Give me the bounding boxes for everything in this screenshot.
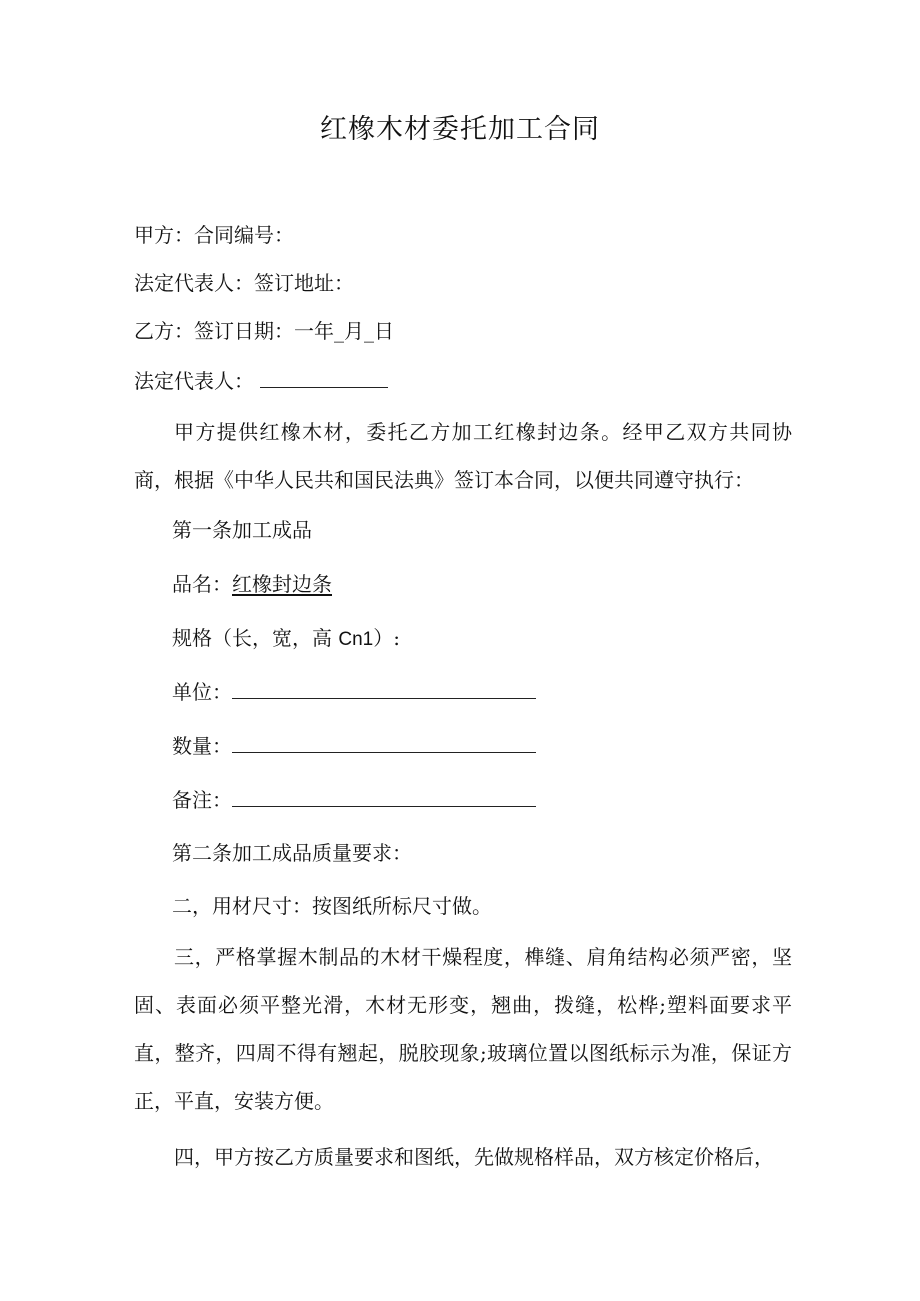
spec-line — [172, 624, 400, 654]
remark-label: 备注： — [172, 788, 232, 812]
spec-unit: Cn1 — [338, 629, 374, 650]
quantity-line — [172, 732, 536, 760]
remark-line — [172, 786, 536, 814]
product-name-label: 品名： — [172, 572, 232, 596]
product-name-value: 红橡封边条 — [232, 572, 332, 596]
legal-rep-blank — [260, 369, 388, 388]
intro-paragraph: 甲方提供红橡木材，委托乙方加工红橡封边条。经甲乙双方共同协商，根据《中华人民共和国民法典》签订本合同，以便共同遵守执行： — [134, 420, 792, 492]
article2-item3: 三，严格掌握木制品的木材干燥程度，榫缝、肩角结构必须严密，坚固、表面必须平整光滑，木材无形变，翘曲，拨缝，松桦;塑料面要求平直，整齐，四周不得有翘起，脱胶现象;玻璃位置以图纸标示为准，保证方正，平直，安装方便。 — [134, 945, 792, 1113]
unit-label: 单位： — [172, 680, 232, 704]
product-name-line — [172, 570, 332, 598]
document-title: 红橡木材委托加工合同 — [320, 114, 600, 145]
quantity-label: 数量： — [172, 734, 232, 758]
legal-rep-address-line: 法定代表人：签订地址： — [134, 271, 354, 295]
article2-item2: 二，用材尺寸：按图纸所标尺寸做。 — [172, 894, 492, 918]
remark-blank — [232, 788, 536, 807]
legal-rep-line — [134, 367, 388, 395]
unit-line — [172, 678, 536, 706]
article2-item4: 四，甲方按乙方质量要求和图纸，先做规格样品，双方核定价格后， — [174, 1145, 774, 1169]
unit-blank — [232, 680, 536, 699]
quantity-blank — [232, 734, 536, 753]
party-b-date-line: 乙方：签订日期：一年_月_日 — [134, 319, 394, 343]
spec-label: 规格（长，宽，高 — [172, 626, 332, 650]
legal-rep-label: 法定代表人： — [134, 369, 254, 393]
party-a-line: 甲方：合同编号： — [134, 223, 294, 247]
article2-heading: 第二条加工成品质量要求： — [172, 841, 412, 865]
article1-heading: 第一条加工成品 — [172, 518, 312, 542]
spec-end: ）: — [373, 626, 400, 650]
